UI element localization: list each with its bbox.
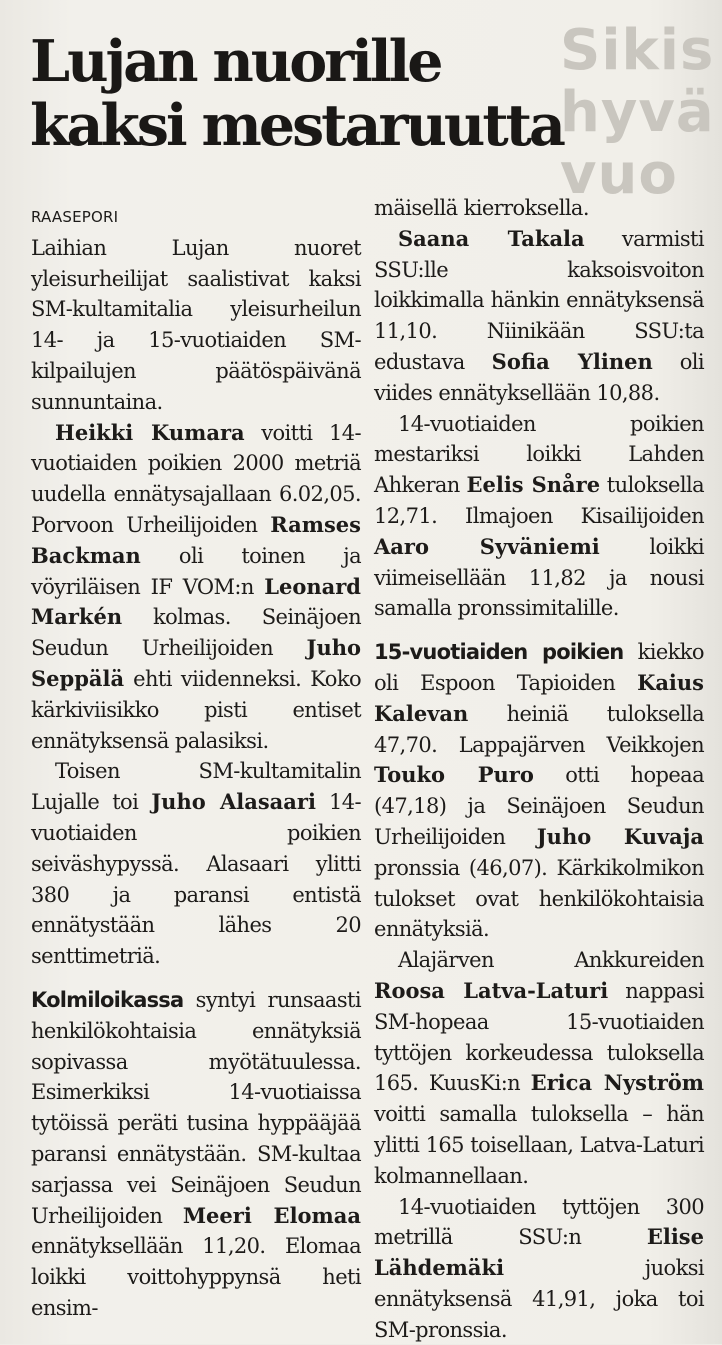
paragraph: Alajärven Ankkureiden Roosa Latva-Laturi nappasi SM-hopeaa 15-vuotiaiden tyttöjen korkeudessa tuloksella 165. KuusKi:n Erica Nyström voitti samalla tuloksella – hän ylitti 165 toisellaan, Latva-Laturi kolmannellaan. [374, 945, 704, 1191]
dateline: RAASEPORI [31, 200, 361, 233]
bleed-line: Sikis [560, 20, 722, 82]
person-name: Elise Lähdemäki [374, 1224, 704, 1280]
person-name: Juho Alasaari [151, 789, 316, 814]
bleed-line: hyvä [560, 82, 722, 144]
person-name: Leonard Markén [31, 574, 361, 630]
paragraph: 15-vuotiaiden poikien kiekko oli Espoon Tapioiden Kaius Kalevan heiniä tuloksella 47,70. Lappajärven Veikkojen Touko Puro otti hopeaa (47,18) ja Seinäjoen Seudun Urheilijoiden Juho Kuvaja pronssia (46,07). Kärkikolmikon tulokset ovat henkilökohtaisia ennätyksiä. [374, 637, 704, 945]
section-lead: Kolmiloikassa [31, 988, 183, 1012]
headline-line-1: Lujan nuorille [30, 28, 441, 95]
person-name: Aaro Syväniemi [374, 534, 600, 559]
paragraph: Kolmiloikassa syntyi runsaasti henkilökohtaisia ennätyksiä sopivassa myötätuulessa. Esimerkiksi 14-vuotiaissa tytöissä peräti tusina hyppääjää paransi ennätystään. SM-kultaa sarjassa vei Seinäjoen Seudun Urheilijoiden Meeri Elomaa ennätyksellään 11,20. Elomaa loikki voittohyppynsä heti ensim- [31, 985, 361, 1324]
person-name: Meeri Elomaa [183, 1203, 361, 1228]
headline-line-2: kaksi mestaruutta [30, 92, 563, 159]
person-name: Heikki Kumara [55, 420, 245, 445]
paragraph: 14-vuotiaiden tyttöjen 300 metrillä SSU:n Elise Lähdemäki juoksi ennätyksensä 41,91, joka toi SM-pronssia. [374, 1192, 704, 1345]
person-name: Touko Puro [374, 762, 534, 787]
person-name: Sofia Ylinen [492, 349, 653, 374]
person-name: Juho Seppälä [31, 635, 361, 691]
person-name: Juho Kuvaja [537, 824, 704, 849]
paragraph: Toisen SM-kultamitalin Lujalle toi Juho Alasaari 14-vuotiaiden poikien seiväshypyssä. Alasaari ylitti 380 ja paransi entistä ennätystään lähes 20 senttimetriä. [31, 756, 361, 972]
bleed-line: vuo [560, 144, 722, 206]
person-name: Roosa Latva-Laturi [374, 978, 608, 1003]
headline [30, 30, 710, 158]
paragraph: mäisellä kierroksella. [374, 193, 704, 224]
paragraph: 14-vuotiaiden poikien mestariksi loikki Lahden Ahkeran Eelis Snåre tuloksella 12,71. Ilmajoen Kisailijoiden Aaro Syväniemi loikki viimeisellään 11,82 ja nousi samalla pronssimitalille. [374, 409, 704, 625]
article-column-1 [31, 200, 361, 1324]
person-name: Eelis Snåre [466, 472, 600, 497]
person-name: Ramses Backman [31, 512, 361, 568]
article-column-2 [374, 193, 704, 1345]
person-name: Kaius Kalevan [374, 670, 704, 726]
paragraph: Saana Takala varmisti SSU:lle kaksoisvoiton loikkimalla hänkin ennätyksensä 11,10. Niinikään SSU:ta edustava Sofia Ylinen oli viides ennätyksellään 10,88. [374, 224, 704, 409]
person-name: Erica Nyström [531, 1070, 704, 1095]
section-lead: 15-vuotiaiden poikien [374, 640, 623, 664]
paragraph: Laihian Lujan nuoret yleisurheilijat saalistivat kaksi SM-kultamitalia yleisurheilun 14- ja 15-vuotiaiden SM-kilpailujen päätöspäivänä sunnuntaina. [31, 233, 361, 418]
paragraph: Heikki Kumara voitti 14-vuotiaiden poikien 2000 metriä uudella ennätysajallaan 6.02,05. Porvoon Urheilijoiden Ramses Backman oli toinen ja vöyriläisen IF VOM:n Leonard Markén kolmas. Seinäjoen Seudun Urheilijoiden Juho Seppälä ehti viidenneksi. Koko kärkiviisikko pisti entiset ennätyksensä palasiksi. [31, 418, 361, 757]
person-name: Saana Takala [398, 226, 585, 251]
